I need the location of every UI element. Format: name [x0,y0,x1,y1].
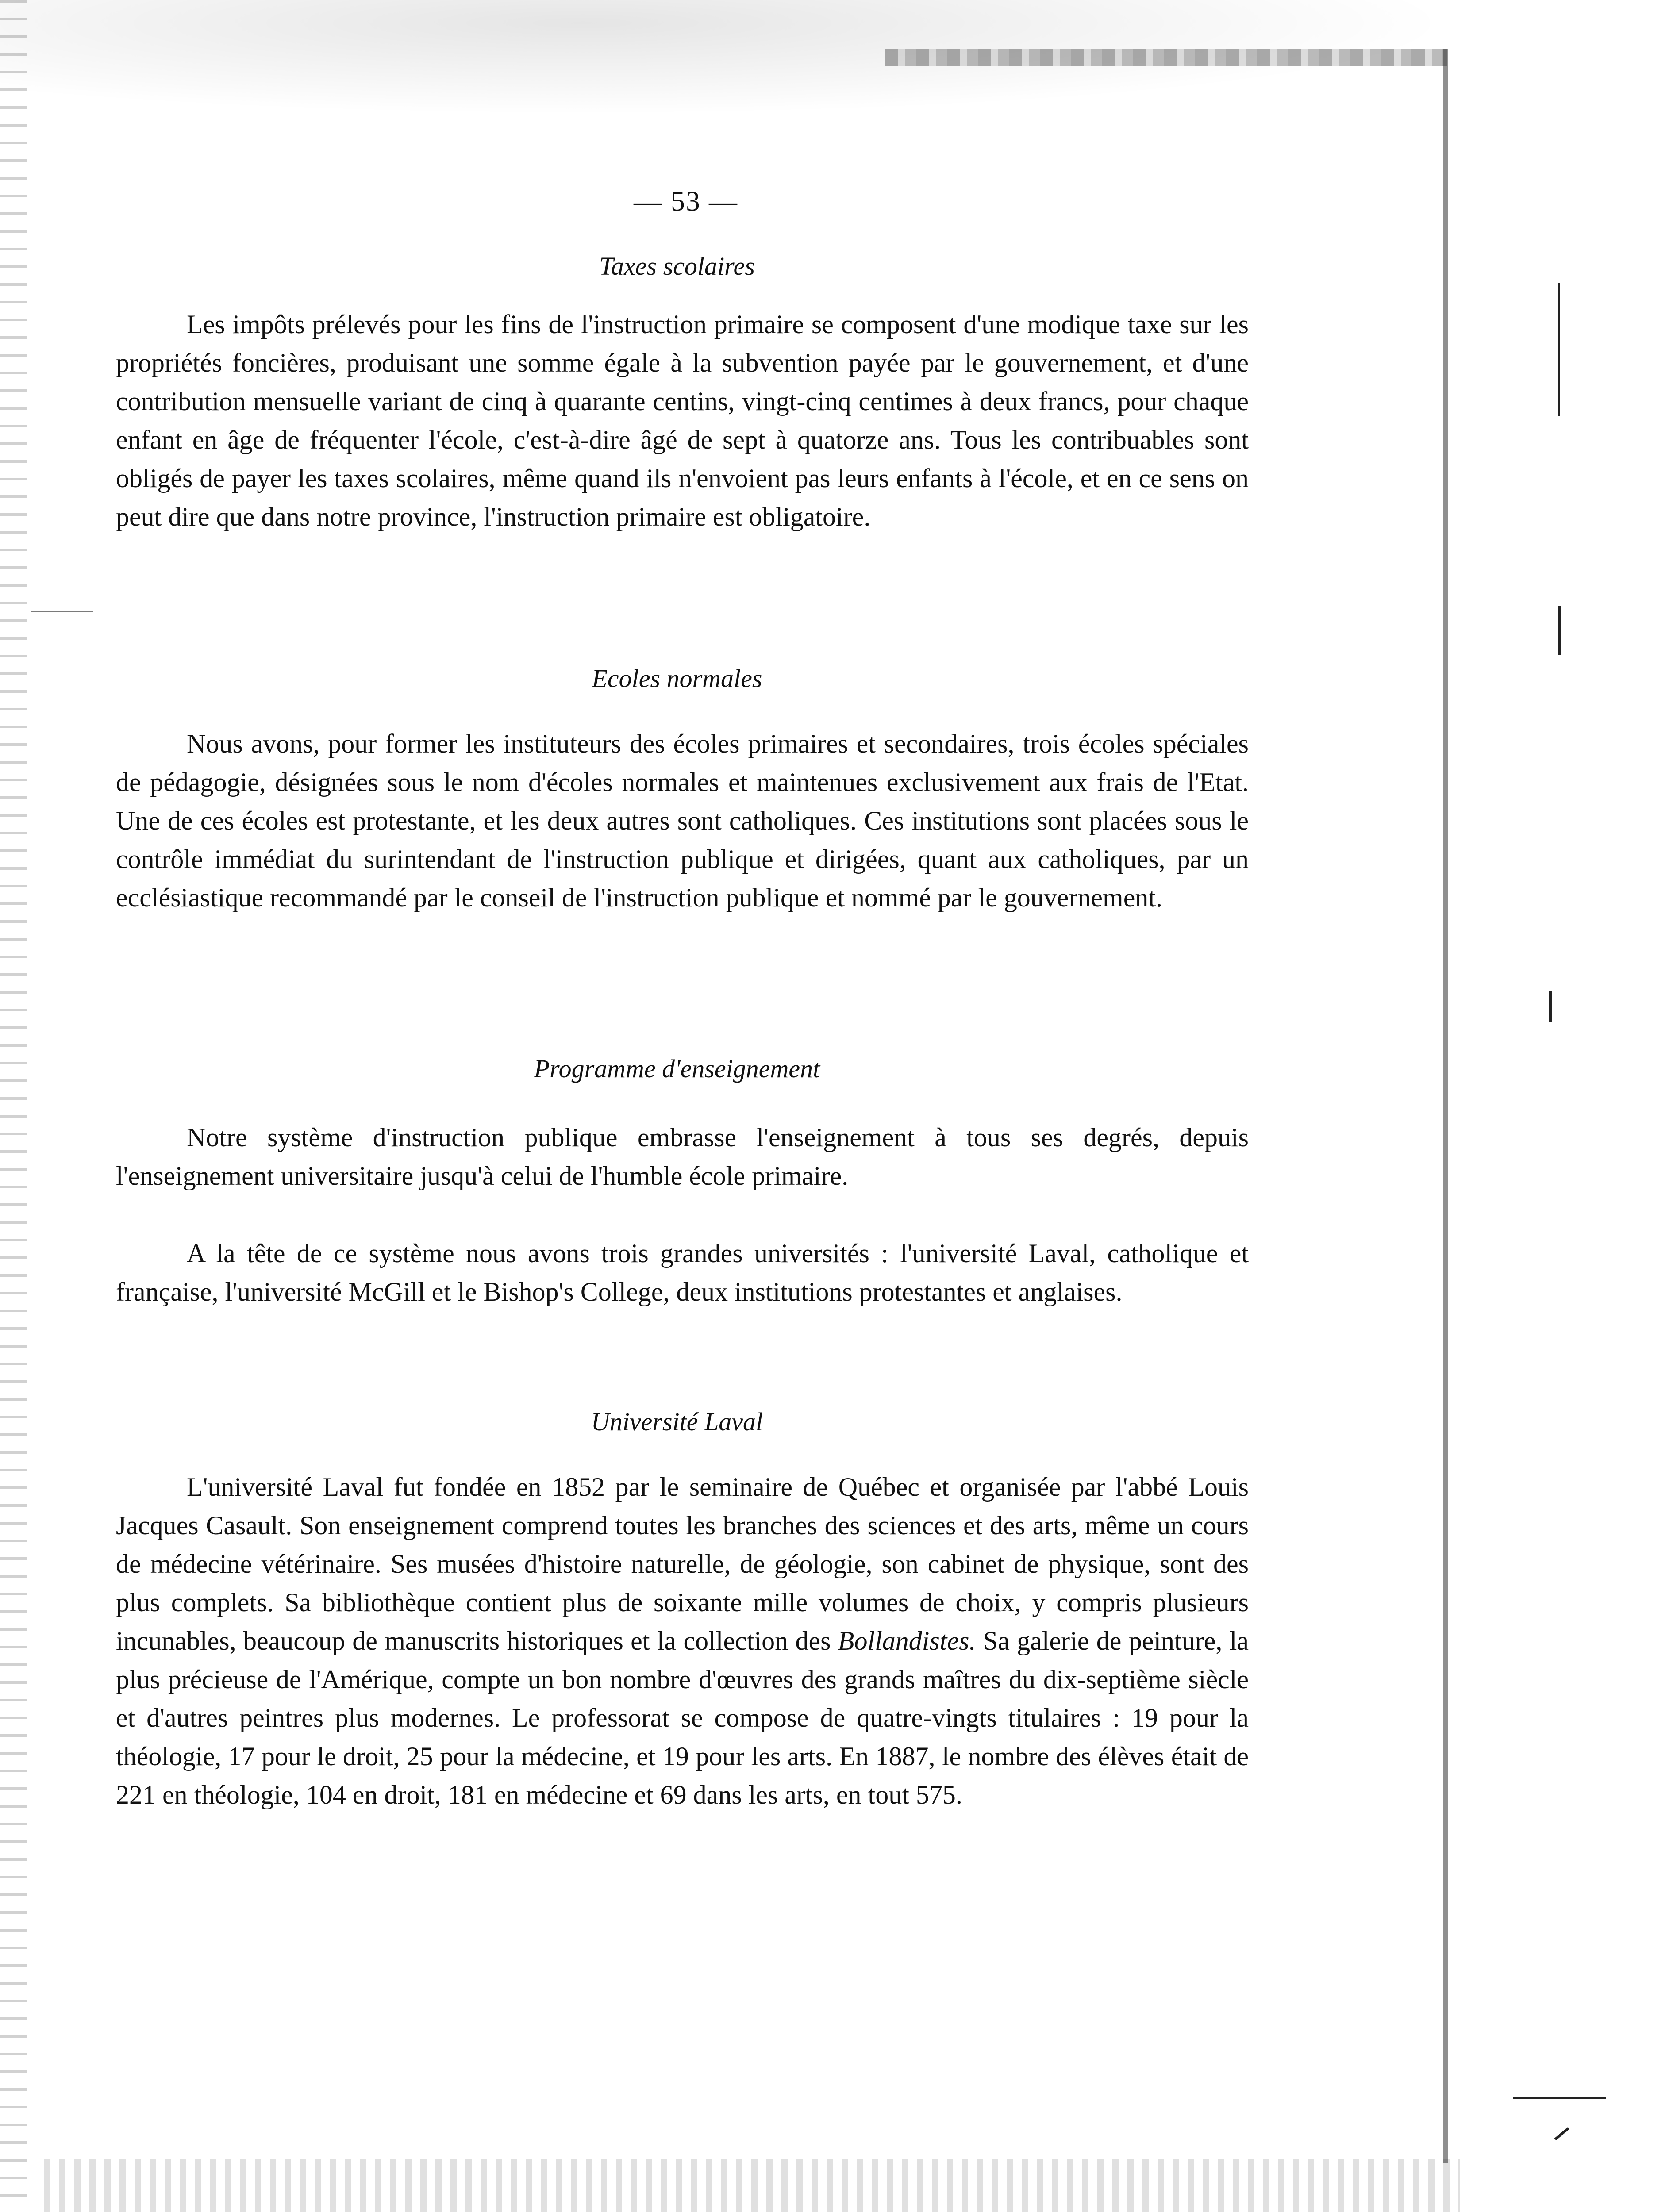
laval-text-part-2: Sa galerie de peinture, la plus précieuse de l'Amérique, compte un bon nombre d'œuvres des grands maîtres du dix-septième siècle et d'autres peintres plus modernes. Le professorat se compose de quatre-vingts titulaires : 19 pour la théologie, 17 pour le droit, 25 pour la médecine, et 19 pour les arts. En 1887, le nombre des élèves était de 221 en théologie, 104 en droit, 181 en médecine et 69 dans les arts, en tout 575. [116,1626,1249,1809]
section-heading-taxes-scolaires: Taxes scolaires [599,252,755,280]
scan-noise-bottom [44,2159,1460,2212]
margin-mark [1558,606,1561,655]
section-heading-programme-enseignement: Programme d'enseignement [534,1054,820,1083]
scan-edge-top [885,49,1447,66]
laval-text-bollandistes: Bollandistes. [838,1626,976,1655]
laval-text-part-1: L'université Laval fut fondée en 1852 par le seminaire de Québec et organisée par l'abbé Louis Jacques Casault. Son enseignement comprend toutes les branches des sciences et des arts, même un cours de médecine vétérinaire. Ses musées d'histoire naturelle, de géologie, son cabinet de physique, sont des plus complets. Sa bibliothèque contient plus de soixante mille volumes de choix, y compris plusieurs incunables, beaucoup de manuscrits historiques et la collection des [116,1472,1249,1655]
margin-mark [1558,283,1560,416]
paragraph-taxes-scolaires: Les impôts prélevés pour les fins de l'instruction primaire se composent d'une modique taxe sur les propriétés foncières, produisant une somme égale à la subvention payée par le gouvernement, et d'une contribution mensuelle variant de cinq à quarante centins, vingt-cinq centimes à deux francs, pour chaque enfant en âge de fréquenter l'école, c'est-à-dire âgé de sept à quatorze ans. Tous les contribuables sont obligés de payer les taxes scolaires, même quand ils n'envoient pas leurs enfants à l'école, et en ce sens on peut dire que dans notre province, l'instruction primaire est obligatoire. [116,310,1249,531]
margin-mark [31,611,93,612]
margin-mark [1513,2097,1606,2099]
scan-edge-right [1443,49,1448,2163]
page-number: — 53 — [634,185,738,217]
section-heading-universite-laval: Université Laval [591,1407,763,1436]
paragraph-programme-1: Notre système d'instruction publique embrasse l'enseignement à tous ses degrés, depuis l'enseignement universitaire jusqu'à celui de l'humble école primaire. [116,1123,1249,1190]
paragraph-programme-2: A la tête de ce système nous avons trois grandes universités : l'université Laval, catholique et française, l'université McGill et le Bishop's College, deux institutions protestantes et anglaises. [116,1239,1249,1306]
scan-noise-left [0,0,27,2212]
margin-mark [1554,2127,1569,2140]
section-heading-ecoles-normales: Ecoles normales [592,664,762,693]
paragraph-ecoles-normales: Nous avons, pour former les instituteurs des écoles primaires et secondaires, trois écoles spéciales de pédagogie, désignées sous le nom d'écoles normales et maintenues exclusivement aux frais de l'Etat. Une de ces écoles est protestante, et les deux autres sont catholiques. Ces institutions sont placées sous le contrôle immédiat du surintendant de l'instruction publique et dirigées, quant aux catholiques, par un ecclésiastique recommandé par le conseil de l'instruction publique et nommé par le gouvernement. [116,729,1249,912]
margin-mark [1549,991,1552,1022]
paragraph-universite-laval [116,1468,1249,1814]
